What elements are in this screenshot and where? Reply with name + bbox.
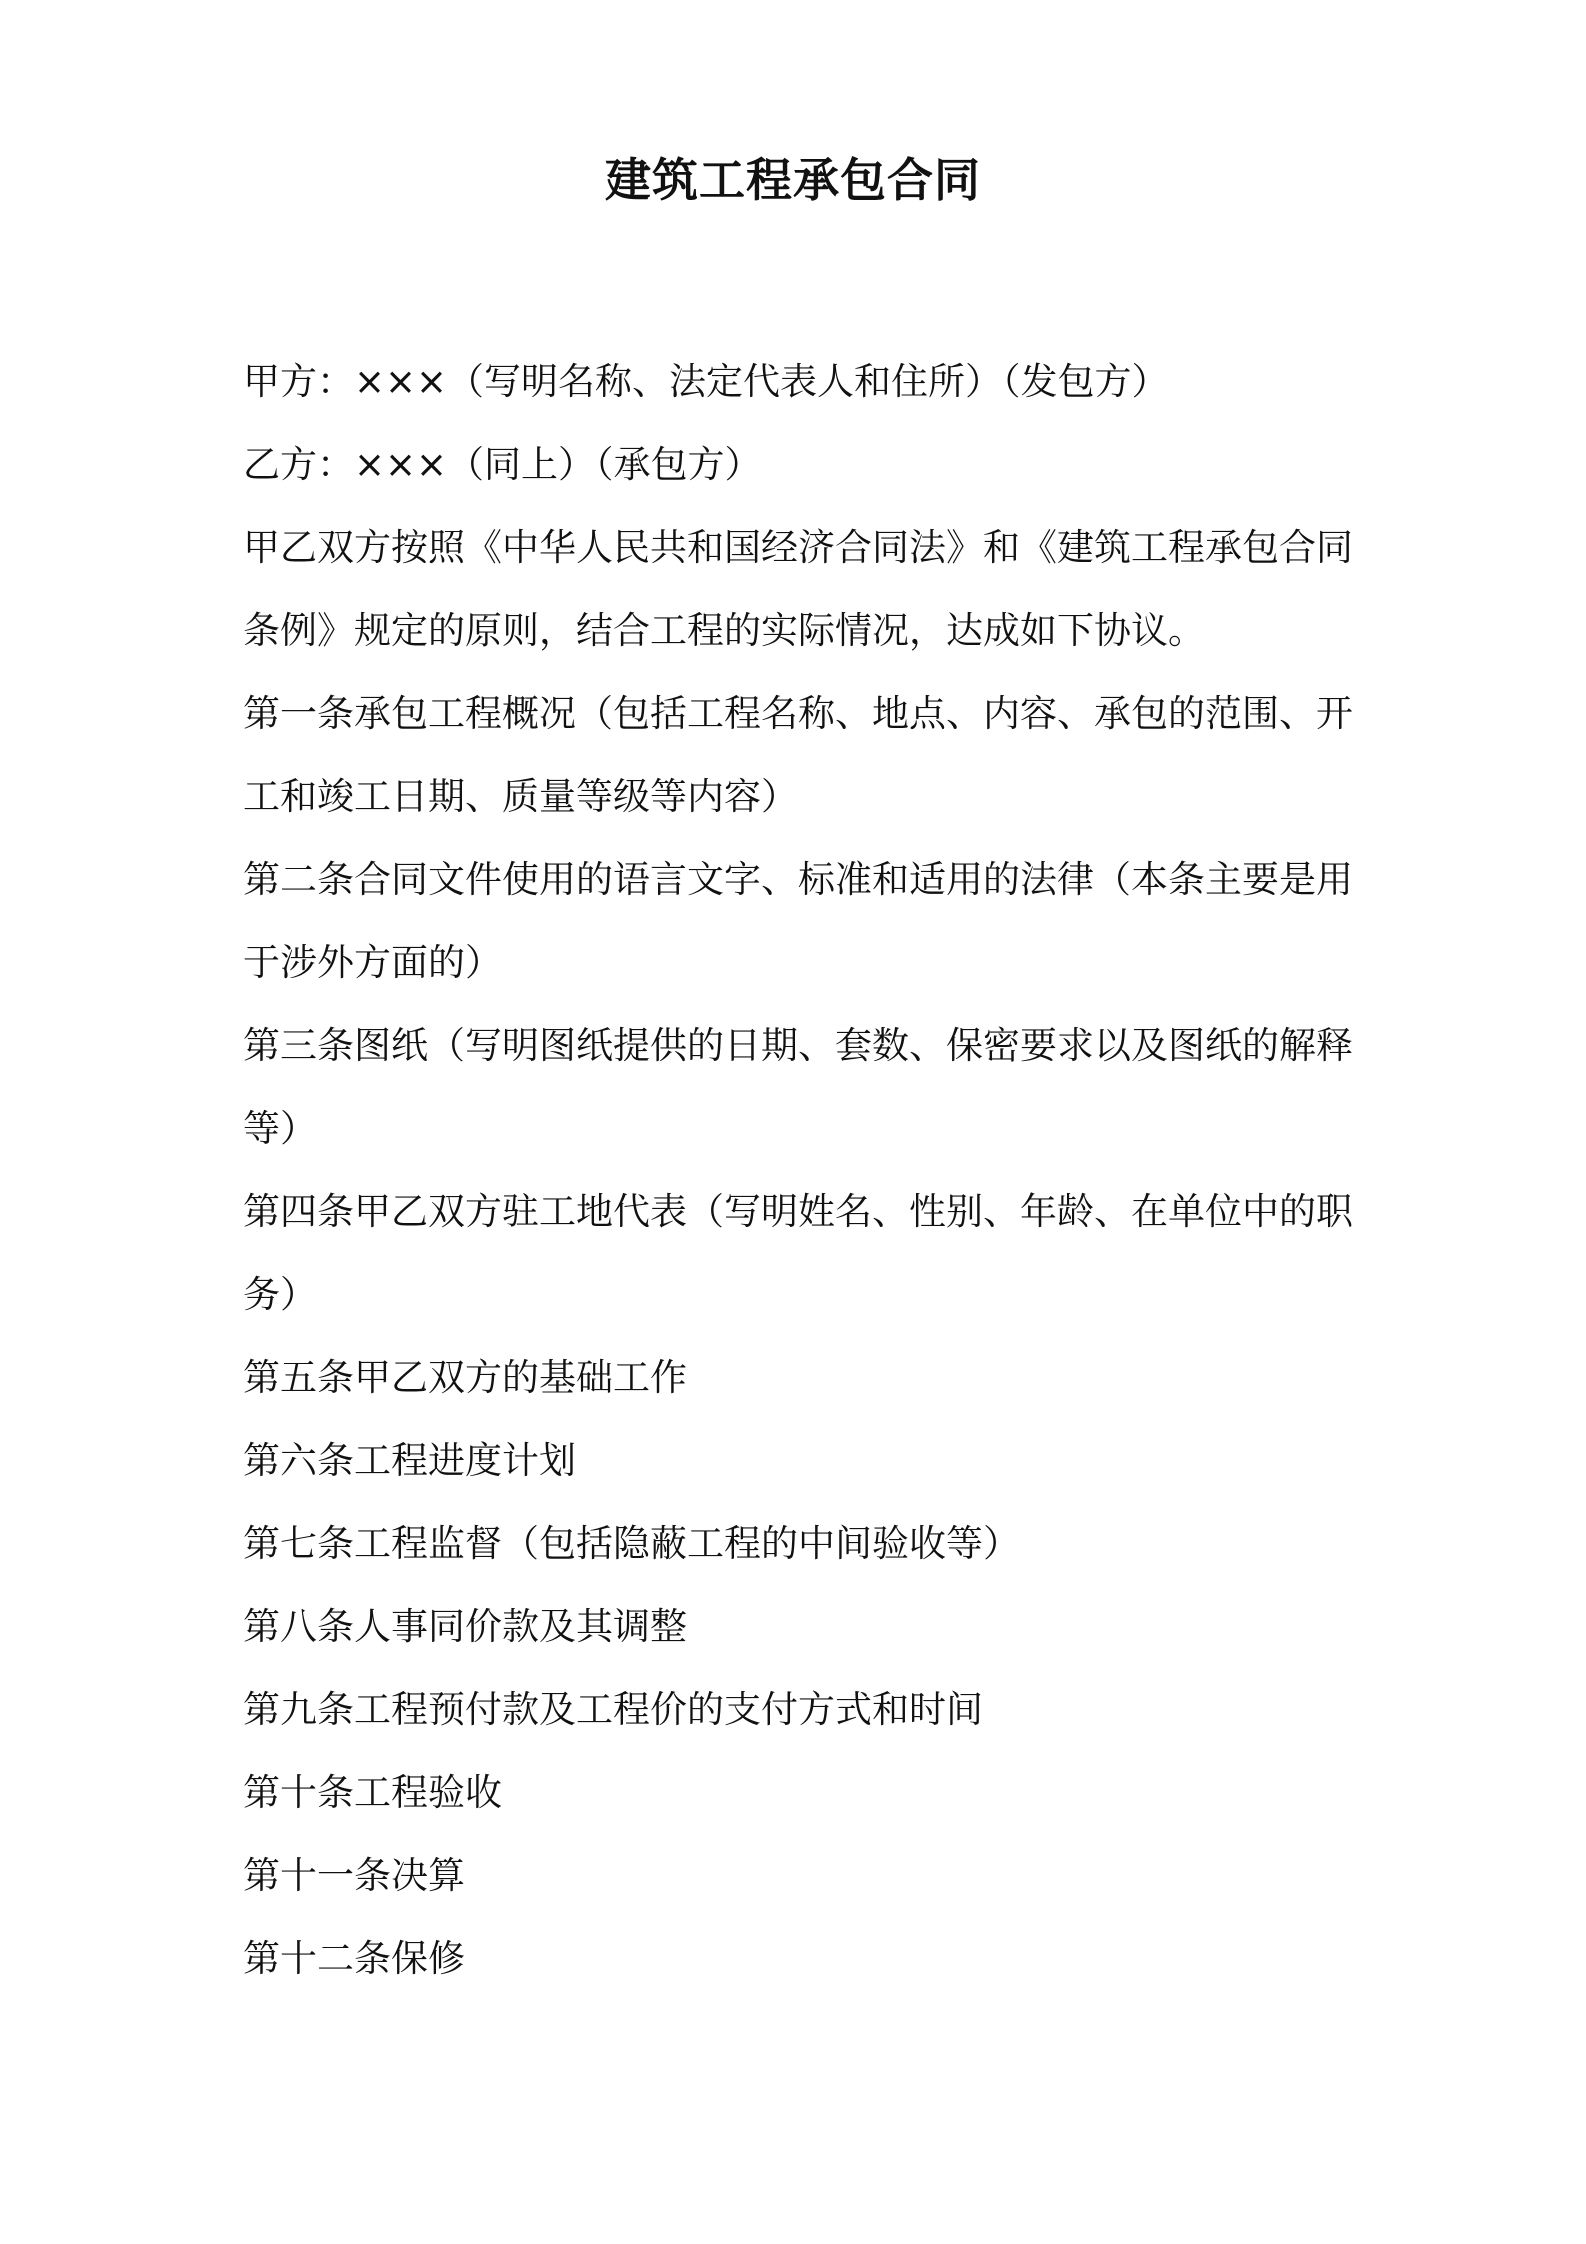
article-1: 第一条承包工程概况（包括工程名称、地点、内容、承包的范围、开工和竣工日期、质量等级等内容） bbox=[243, 692, 1353, 818]
document-title: 建筑工程承包合同 bbox=[605, 153, 981, 207]
article-10: 第十条工程验收 bbox=[243, 1771, 502, 1814]
party-a-line: 甲方：×××（写明名称、法定代表人和住所）（发包方） bbox=[243, 360, 1169, 403]
preamble-paragraph: 甲乙双方按照《中华人民共和国经济合同法》和《建筑工程承包合同条例》规定的原则，结合工程的实际情况，达成如下协议。 bbox=[243, 526, 1353, 652]
article-6: 第六条工程进度计划 bbox=[243, 1439, 576, 1482]
article-11: 第十一条决算 bbox=[243, 1854, 465, 1897]
document-body bbox=[243, 340, 1353, 2000]
article-8: 第八条人事同价款及其调整 bbox=[243, 1605, 687, 1648]
article-2: 第二条合同文件使用的语言文字、标准和适用的法律（本条主要是用于涉外方面的） bbox=[243, 858, 1353, 984]
party-b-line: 乙方：×××（同上）（承包方） bbox=[243, 443, 762, 486]
article-5: 第五条甲乙双方的基础工作 bbox=[243, 1356, 687, 1399]
article-7: 第七条工程监督（包括隐蔽工程的中间验收等） bbox=[243, 1522, 1020, 1565]
article-12: 第十二条保修 bbox=[243, 1937, 465, 1980]
article-9: 第九条工程预付款及工程价的支付方式和时间 bbox=[243, 1688, 983, 1731]
article-4: 第四条甲乙双方驻工地代表（写明姓名、性别、年龄、在单位中的职务） bbox=[243, 1190, 1353, 1316]
article-3: 第三条图纸（写明图纸提供的日期、套数、保密要求以及图纸的解释等） bbox=[243, 1024, 1353, 1150]
